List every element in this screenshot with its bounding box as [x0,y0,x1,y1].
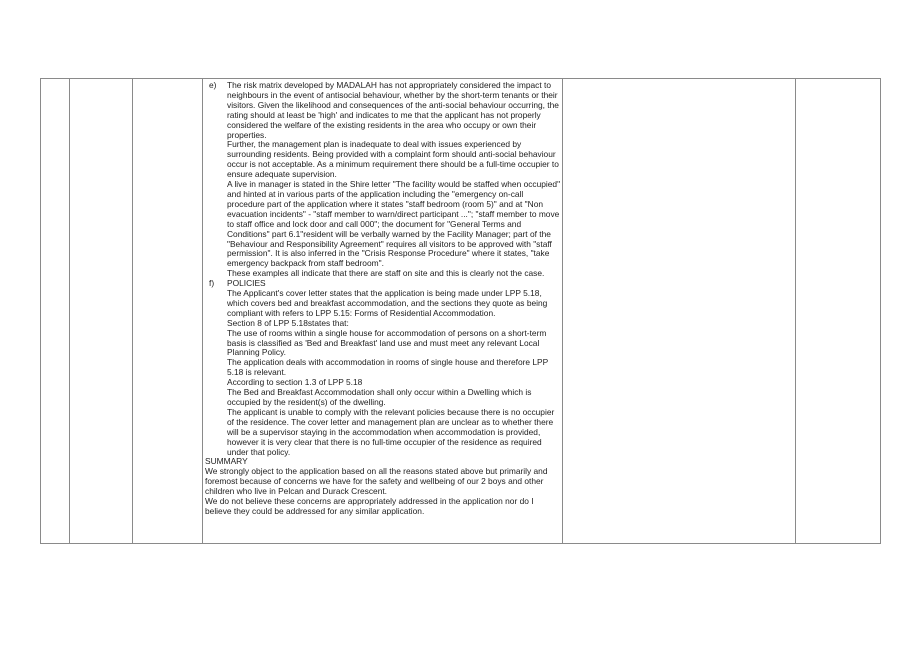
summary-heading: SUMMARY [205,456,248,467]
column-divider [562,79,563,543]
item-label: e) [209,80,217,90]
summary-paragraph: We strongly object to the application based on all the reasons stated above but primarily and foremost because of concerns we have for the safety and wellbeing of our 2 boys and other children who live in Pelcan and Durack Crescent. [205,466,548,497]
item-f [205,279,561,457]
column-divider [132,79,133,543]
paragraph: These examples all indicate that there are staff on site and this is clearly not the case. [227,268,545,279]
paragraph: The Applicant's cover letter states that the application is being made under LPP 5.18, which covers bed and breakfast accommodation, and the sections they quote as being compliant with refers to LPP 5.15: Forms of Residential Accommodation. [227,288,548,318]
submission-text-cell [205,81,561,517]
paragraph: The Bed and Breakfast Accommodation shall only occur within a Dwelling which is occupied by the resident(s) of the dwelling. [227,387,532,407]
paragraph: The applicant is unable to comply with the relevant policies because there is no occupier of the residence. The cover letter and management plan are unclear as to whether there will be a supervisor staying in the accommodation when accommodation is provided, however it is very clear that there is no full-time occupier of the residence as required under that policy. [227,406,555,457]
summary-paragraph: We do not believe these concerns are appropriately addressed in the application nor do I believe they could be addressed for any similar application. [205,496,534,516]
paragraph: Section 8 of LPP 5.18states that: [227,317,349,328]
paragraph: The use of rooms within a single house for accommodation of persons on a short-term basis is classified as 'Bed and Breakfast' land use and must meet any relevant Local Planning Policy. [227,327,547,358]
item-label: f) [209,278,215,289]
item-e [205,81,561,279]
section-heading: POLICIES [227,278,266,289]
column-divider [69,79,70,543]
paragraph: Further, the management plan is inadequate to deal with issues experienced by surrounding residents. Being provided with a complaint form should anti-social behaviour occur is not acceptable. As a minimum requirement there should be a full-time occupier to ensure adequate supervision. [227,139,559,180]
paragraph: A live in manager is stated in the Shire letter "The facility would be staffed when occupied" and hinted at in various parts of the application including the "emergency on-call procedure part of the application where it states "staff bedroom (room 5)" and at "Non evacuation incidents" - "staff member to warn/direct participant ..."; "staff member to move to staff office and lock door and call 000"; the document for "General Terms and Conditions" part 6.1"resident will be verbally warned by the Facility Manager; part of the "Behaviour and Responsibility Agreement" requires all visitors to be approved with "staff permission". It is also inferred in the "Crisis Response Procedure" where it states, "take emergency backpack from staff bedroom". [227,179,561,269]
submission-table [40,78,881,544]
paragraph: According to section 1.3 of LPP 5.18 [227,377,363,388]
column-divider [202,79,203,543]
column-divider [795,79,796,543]
paragraph: The application deals with accommodation in rooms of single house and therefore LPP 5.18 is relevant. [227,357,549,378]
paragraph: The risk matrix developed by MADALAH has not appropriately considered the impact to neighbours in the event of antisocial behaviour, whether by the short-term tenants or their visitors. Given the likelihood and consequences of the anti-social behaviour occurring, the rating should at least be 'high' and indicates to me that the applicant has not properly considered the welfare of the existing residents in the area who occupy or own their properties. [227,80,559,140]
